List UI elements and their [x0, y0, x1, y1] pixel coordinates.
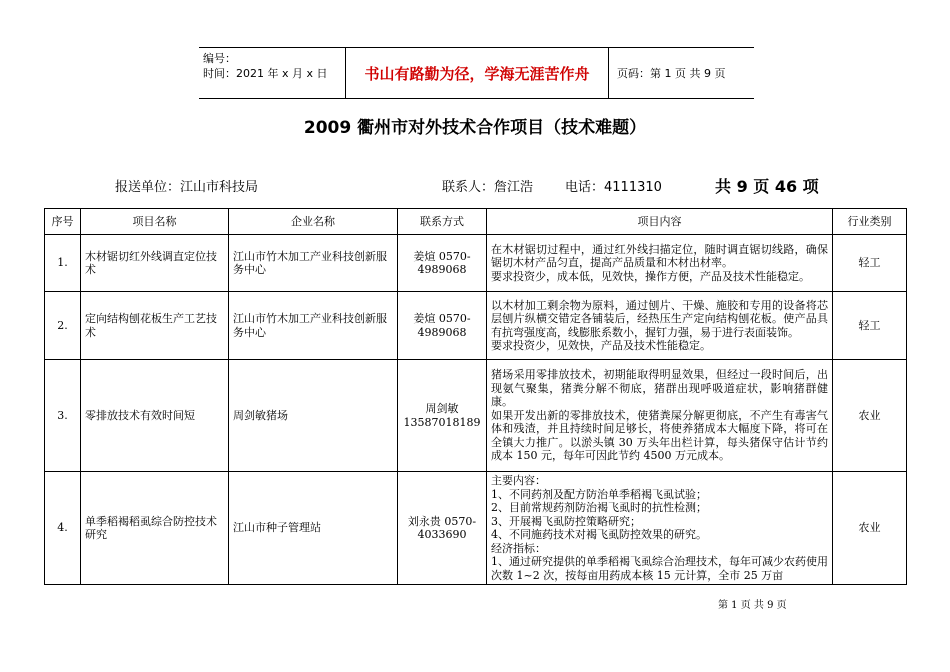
row-project-name: 单季稻褐稻虱综合防控技术研究 [81, 472, 229, 585]
projects-table [44, 208, 907, 585]
row-content [487, 360, 833, 472]
row-contact: 姜煊 0570-4989068 [398, 292, 487, 360]
row-content [487, 292, 833, 360]
content-text: 主要内容： 1、不同药剂及配方防治单季稻褐飞虱试验； 2、目前常规药剂防治褐飞虱时的抗性检测； 3、开展褐飞虱防控策略研究； 4、不同施药技术对褐飞虱防控效果的研究。 经济指标： 1、通过研究提供的单季稻褐飞虱综合治理技术，每年可减少农药使用次数 1~2 次，按每亩用药成本核 15 元计算，全市 25 万亩 [491, 474, 828, 582]
content-text: 以木材加工剩余物为原料，通过刨片、干燥、施胶和专用的设备将芯层刨片纵横交错定各铺装后，经热压生产定向结构刨花板。使产品具有抗弯强度高，线膨胀系数小，握钉力强，易于进行表面装饰。 要求投资少，见效快，产品及技术性能稳定。 [491, 298, 828, 352]
header-page-info: 页码：第 1 页 共 9 页 [617, 67, 726, 80]
page-footer: 第 1 页 共 9 页 [718, 600, 787, 611]
row-category: 农业 [833, 472, 907, 585]
column-header-content: 项目内容 [487, 209, 833, 235]
column-header-index: 序号 [45, 209, 81, 235]
row-category: 农业 [833, 360, 907, 472]
row-company: 江山市竹木加工产业科技创新服务中心 [229, 235, 398, 292]
row-project-name: 定向结构刨花板生产工艺技术 [81, 292, 229, 360]
table-row [45, 360, 907, 472]
table-row [45, 472, 907, 585]
reporting-unit: 报送单位：江山市科技局 [115, 180, 259, 195]
row-index: 1. [45, 235, 81, 292]
table-row [45, 292, 907, 360]
row-index: 4. [45, 472, 81, 585]
document-time: 时间：2021 年 x 月 x 日 [203, 67, 328, 80]
row-project-name: 零排放技术有效时间短 [81, 360, 229, 472]
column-header-company: 企业名称 [229, 209, 398, 235]
table-header-row [45, 209, 907, 235]
page-header [199, 47, 754, 99]
total-summary: 共 9 页 46 项 [715, 177, 819, 196]
contact-phone: 电话：4111310 [565, 180, 662, 195]
row-company: 江山市种子管理站 [229, 472, 398, 585]
content-text: 在木材锯切过程中，通过红外线扫描定位，随时调直锯切线路，确保锯切木材产品匀直，提高产品质量和木材出材率。 要求投资少，成本低，见效快，操作方便，产品及技术性能稳定。 [491, 242, 828, 283]
content-text: 猪场采用零排放技术，初期能取得明显效果，但经过一段时间后，出现氨气聚集，猪粪分解不彻底，猪群出现呼吸道症状，影响猪群健康。 如果开发出新的零排放技术，使猪粪屎分解更彻底，不产生有毒害气体和残渣，并且持续时间足够长，将使养猪成本大幅度下降，将可在全镇大力推广。以淤头镇 30 万头年出栏计算，每头猪保守估计节约成本 150 元，每年可因此节约 4500 万元成本。 [491, 368, 828, 463]
header-slogan: 书山有路勤为径，学海无涯苦作舟 [345, 48, 609, 98]
row-index: 3. [45, 360, 81, 472]
column-header-project-name: 项目名称 [81, 209, 229, 235]
row-content [487, 472, 833, 585]
document-number-label: 编号： [203, 52, 236, 65]
row-project-name: 木材锯切红外线调直定位技术 [81, 235, 229, 292]
document-title: 2009 衢州市对外技术合作项目（技术难题） [303, 118, 647, 138]
row-contact: 刘永贵 0570-4033690 [398, 472, 487, 585]
row-category: 轻工 [833, 292, 907, 360]
row-index: 2. [45, 292, 81, 360]
row-company: 江山市竹木加工产业科技创新服务中心 [229, 292, 398, 360]
contact-person: 联系人：詹江浩 [442, 180, 534, 195]
row-company: 周剑敏猪场 [229, 360, 398, 472]
column-header-contact: 联系方式 [398, 209, 487, 235]
row-contact: 姜煊 0570-4989068 [398, 235, 487, 292]
row-contact: 周剑敏 13587018189 [398, 360, 487, 472]
table-row [45, 235, 907, 292]
row-category: 轻工 [833, 235, 907, 292]
row-content [487, 235, 833, 292]
column-header-category: 行业类别 [833, 209, 907, 235]
header-meta [199, 48, 345, 98]
